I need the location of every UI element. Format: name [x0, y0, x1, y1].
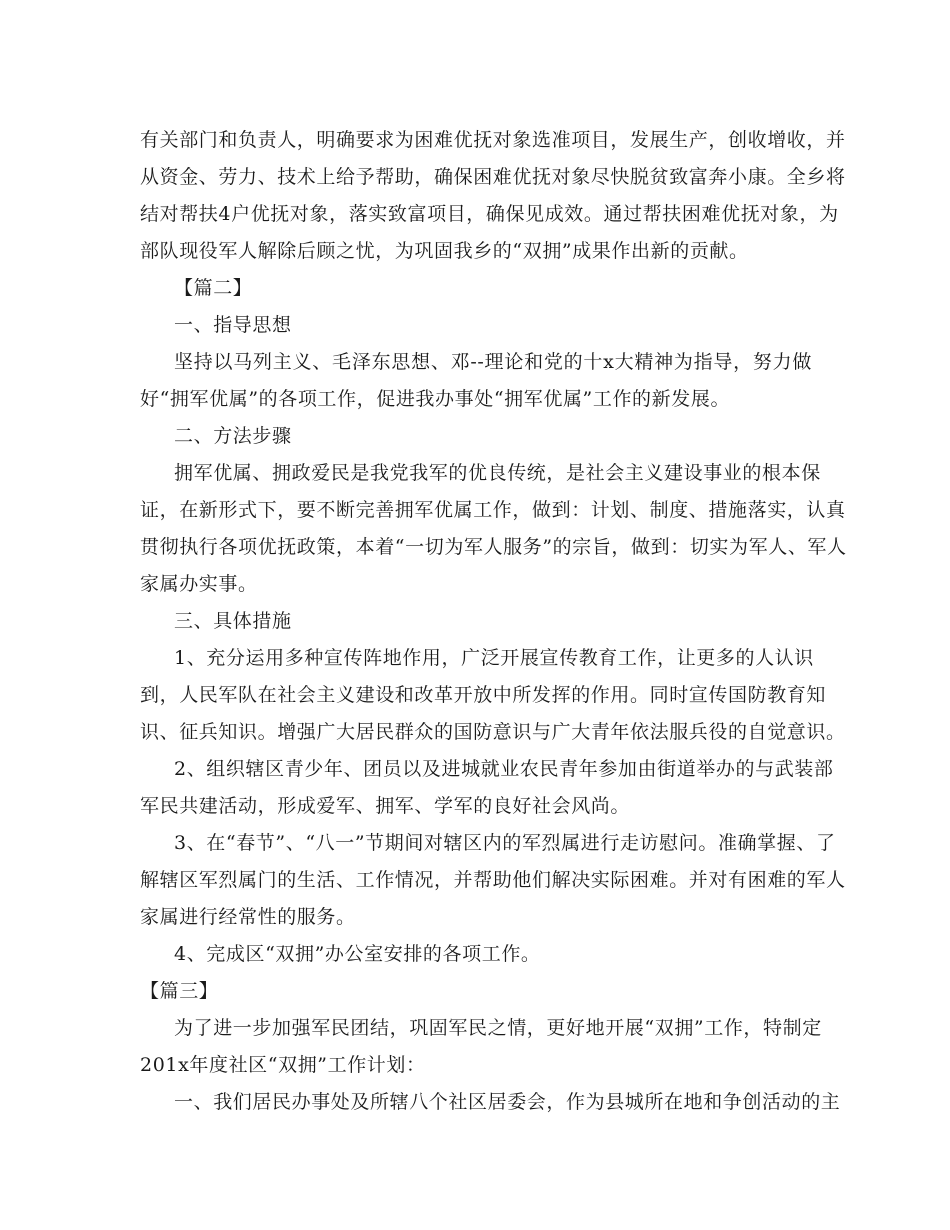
- subheading-specific-measures: 三、具体措施: [174, 610, 292, 632]
- paragraph-line: 证，在新形式下，要不断完善拥军优属工作，做到：计划、制度、措施落实，认真: [140, 499, 846, 521]
- section-heading-pian-er: 【篇二】: [174, 277, 253, 299]
- subheading-guiding-thought: 一、指导思想: [174, 314, 292, 336]
- paragraph-line: 好“拥军优属”的各项工作，促进我办事处“拥军优属”工作的新发展。: [140, 388, 731, 410]
- list-item-line: 识、征兵知识。增强广大居民群众的国防意识与广大青年依法服兵役的自觉意识。: [140, 721, 846, 743]
- paragraph-line: 有关部门和负责人，明确要求为困难优抚对象选准项目，发展生产，创收增收，并: [140, 129, 846, 151]
- list-item-line: 解辖区军烈属门的生活、工作情况，并帮助他们解决实际困难。并对有困难的军人: [140, 869, 846, 891]
- section-heading-pian-san: 【篇三】: [140, 980, 219, 1002]
- paragraph-line: 为了进一步加强军民团结，巩固军民之情，更好地开展“双拥”工作，特制定: [174, 1017, 822, 1039]
- paragraph-line: 一、我们居民办事处及所辖八个社区居委会，作为县城所在地和争创活动的主: [174, 1091, 841, 1113]
- paragraph-line: 坚持以马列主义、毛泽东思想、邓--理论和党的十x大精神为指导，努力做: [174, 351, 812, 373]
- paragraph-line: 结对帮扶4户优抚对象，落实致富项目，确保见成效。通过帮扶困难优抚对象，为: [140, 203, 839, 225]
- list-item-line: 1、充分运用多种宣传阵地作用，广泛开展宣传教育工作，让更多的人认识: [174, 647, 814, 669]
- list-item-line: 家属进行经常性的服务。: [140, 906, 356, 928]
- list-item-line: 到，人民军队在社会主义建设和改革开放中所发挥的作用。同时宣传国防教育知: [140, 684, 827, 706]
- list-item-line: 军民共建活动，形成爱军、拥军、学军的良好社会风尚。: [140, 795, 631, 817]
- list-item-line: 4、完成区“双拥”办公室安排的各项工作。: [174, 943, 541, 965]
- list-item-line: 3、在“春节”、“八一”节期间对辖区内的军烈属进行走访慰问。准确掌握、了: [174, 832, 836, 854]
- document-body: [140, 122, 847, 1121]
- paragraph-line: 201x年度社区“双拥”工作计划：: [140, 1054, 426, 1076]
- paragraph-line: 贯彻执行各项优抚政策，本着“一切为军人服务”的宗旨，做到：切实为军人、军人: [140, 536, 847, 558]
- subheading-method-steps: 二、方法步骤: [174, 425, 292, 447]
- paragraph-line: 家属办实事。: [140, 573, 258, 595]
- list-item-line: 2、组织辖区青少年、团员以及进城就业农民青年参加由街道举办的与武装部: [174, 758, 834, 780]
- paragraph-line: 从资金、劳力、技术上给予帮助，确保困难优抚对象尽快脱贫致富奔小康。全乡将: [140, 166, 846, 188]
- paragraph-line: 拥军优属、拥政爱民是我党我军的优良传统，是社会主义建设事业的根本保: [174, 462, 821, 484]
- paragraph-line: 部队现役军人解除后顾之忧，为巩固我乡的“双拥”成果作出新的贡献。: [140, 240, 749, 262]
